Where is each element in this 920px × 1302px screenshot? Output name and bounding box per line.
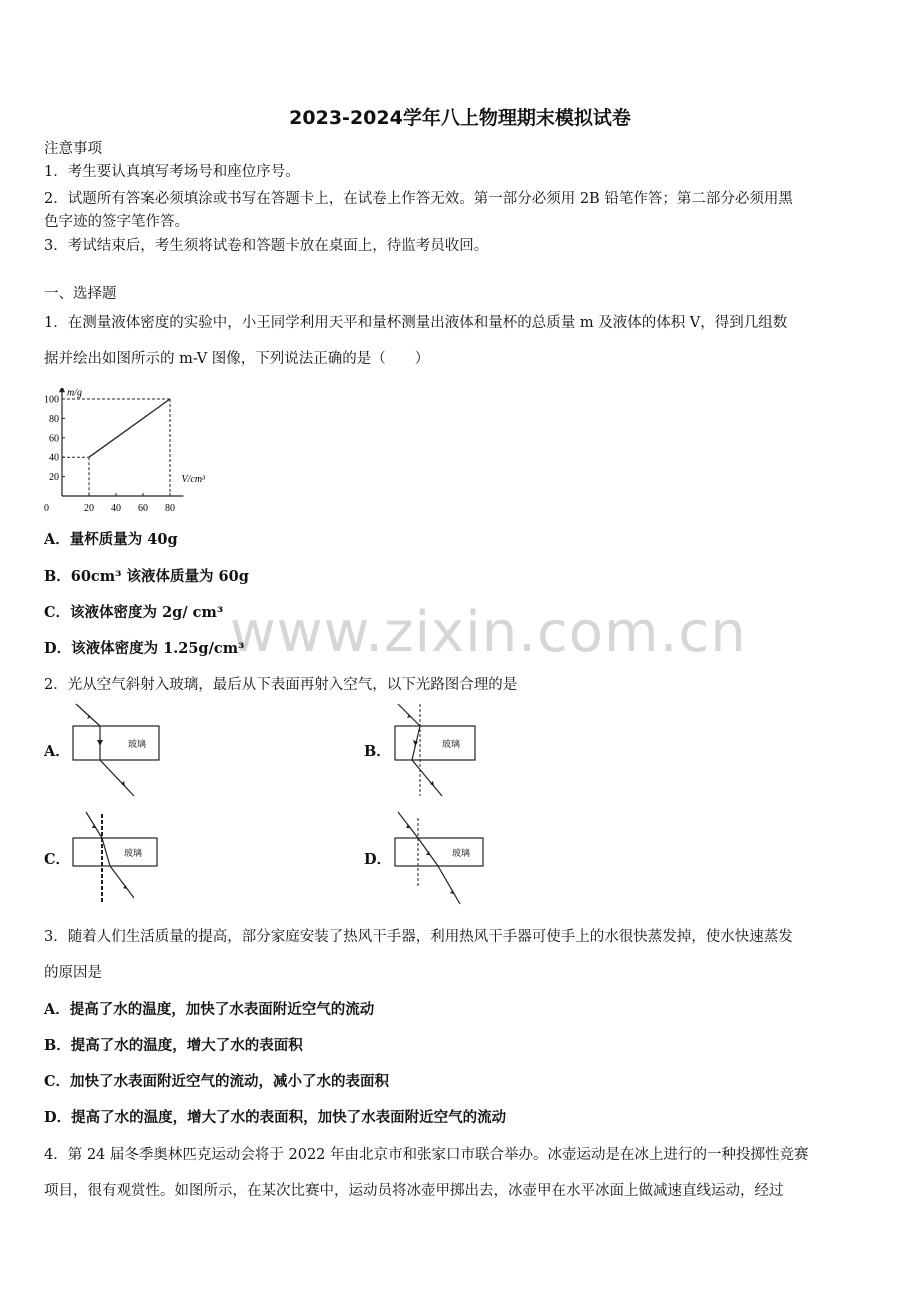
glass-label: 玻璃 <box>452 848 471 858</box>
glass-label: 玻璃 <box>442 739 461 749</box>
y-axis-label: m/g <box>67 388 82 399</box>
q3-option-b: B．提高了水的温度，增大了水的表面积 <box>44 1037 303 1054</box>
x-axis-label: V/cm³ <box>181 474 206 485</box>
data-line <box>89 399 170 457</box>
light-path-diagram-b <box>392 702 480 800</box>
page-title: 2023-2024学年八上物理期末模拟试卷 <box>289 107 631 129</box>
notice-item: 3．考试结束后，考生须将试卷和答题卡放在桌面上，待监考员收回。 <box>44 238 489 254</box>
q3-option-c: C．加快了水表面附近空气的流动，减小了水的表面积 <box>44 1073 390 1090</box>
q2-option-b: B． <box>364 743 391 760</box>
notice-item: 色字迹的签字笔作答。 <box>44 214 189 230</box>
q2-option-c: C． <box>44 851 71 868</box>
q4-stem: 4．第 24 届冬季奥林匹克运动会将于 2022 年由北京市和张家口市联合举办。冰壶运动是在冰上进行的一种投掷性竞赛 <box>44 1147 809 1163</box>
glass-label: 玻璃 <box>128 739 147 749</box>
y-tick-label: 40 <box>49 452 59 464</box>
q3-option-d: D．提高了水的温度，增大了水的表面积，加快了水表面附近空气的流动 <box>44 1109 507 1126</box>
q4-stem: 项目，很有观赏性。如图所示，在某次比赛中，运动员将冰壶甲掷出去，冰壶甲在水平冰面上做减速直线运动，经过 <box>44 1183 784 1199</box>
q1-stem: 1．在测量液体密度的实验中，小王同学利用天平和量杯测量出液体和量杯的总质量 m 及液体的体积 V，得到几组数 <box>44 315 788 331</box>
q3-option-a: A．提高了水的温度，加快了水表面附近空气的流动 <box>44 1001 375 1018</box>
q2-option-d: D． <box>364 851 392 868</box>
y-tick-label: 20 <box>49 472 59 484</box>
q3-stem: 的原因是 <box>44 965 102 981</box>
q2-option-a: A． <box>44 743 70 760</box>
light-path-diagram-c <box>70 808 162 906</box>
x-tick-label: 0 <box>44 503 49 514</box>
watermark: www.zixin.com.cn <box>230 600 747 665</box>
x-tick-label: 20 <box>84 503 94 514</box>
y-tick-label: 80 <box>49 413 59 425</box>
q3-stem: 3．随着人们生活质量的提高，部分家庭安装了热风干手器，利用热风干手器可使手上的水很快蒸发掉，使水快速蒸发 <box>44 929 793 945</box>
notice-item: 1．考生要认真填写考场号和座位序号。 <box>44 164 300 180</box>
light-path-diagram-a <box>70 702 162 800</box>
x-tick-label: 40 <box>111 503 121 514</box>
q1-option-c: C．该液体密度为 2g/ cm³ <box>44 604 224 621</box>
q1-option-a: A．量杯质量为 40g <box>44 531 178 548</box>
light-path-diagram-d <box>392 808 488 908</box>
x-tick-label: 80 <box>165 503 175 514</box>
y-tick-label: 60 <box>49 433 59 445</box>
glass-label: 玻璃 <box>124 848 143 858</box>
x-tick-label: 60 <box>138 503 148 514</box>
q1-stem: 据并绘出如图所示的 m-V 图像，下列说法正确的是（ ） <box>44 351 430 367</box>
m-v-graph <box>40 388 240 520</box>
section-heading: 一、选择题 <box>44 286 117 302</box>
q1-option-d: D．该液体密度为 1.25g/cm³ <box>44 640 245 657</box>
y-tick-label: 100 <box>44 394 59 406</box>
q1-option-b: B．60cm³ 该液体质量为 60g <box>44 568 249 585</box>
q2-stem: 2．光从空气斜射入玻璃，最后从下表面再射入空气，以下光路图合理的是 <box>44 677 518 693</box>
notice-item: 2．试题所有答案必须填涂或书写在答题卡上，在试卷上作答无效。第一部分必须用 2B 铅笔作答；第二部分必须用黑 <box>44 191 793 207</box>
y-axis-arrow <box>59 388 65 392</box>
notice-heading: 注意事项 <box>44 141 102 157</box>
